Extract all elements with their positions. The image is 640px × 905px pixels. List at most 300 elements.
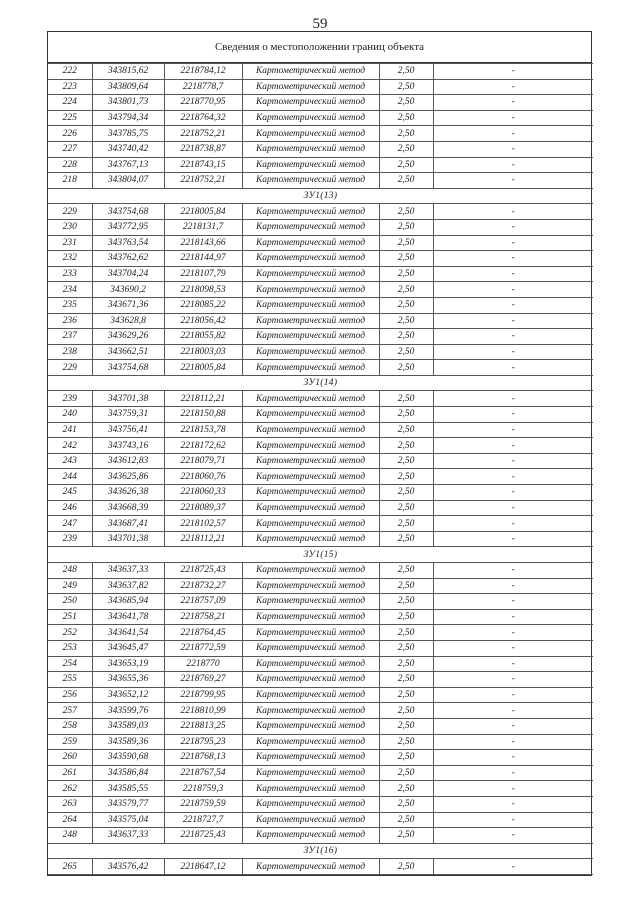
x-coordinate-cell: 343590,68 (92, 750, 164, 766)
accuracy-cell: 2,50 (379, 812, 433, 828)
accuracy-cell: 2,50 (379, 531, 433, 547)
y-coordinate-cell: 2218752,21 (164, 126, 242, 142)
table-row (48, 313, 593, 329)
point-number-cell: 225 (48, 110, 92, 126)
x-coordinate-cell: 343687,41 (92, 516, 164, 532)
accuracy-cell: 2,50 (379, 313, 433, 329)
document-title: Сведения о местоположении границ объекта (48, 32, 591, 63)
point-number-cell: 254 (48, 656, 92, 672)
y-coordinate-cell: 2218772,59 (164, 640, 242, 656)
point-number-cell: 259 (48, 734, 92, 750)
note-cell: - (433, 500, 593, 516)
x-coordinate-cell: 343585,55 (92, 781, 164, 797)
point-number-cell: 229 (48, 204, 92, 220)
table-row (48, 500, 593, 516)
x-coordinate-cell: 343641,78 (92, 609, 164, 625)
y-coordinate-cell: 2218102,57 (164, 516, 242, 532)
y-coordinate-cell: 2218112,21 (164, 531, 242, 547)
x-coordinate-cell: 343653,19 (92, 656, 164, 672)
x-coordinate-cell: 343767,13 (92, 157, 164, 173)
point-number-cell: 235 (48, 297, 92, 313)
accuracy-cell: 2,50 (379, 282, 433, 298)
note-cell: - (433, 141, 593, 157)
note-cell: - (433, 485, 593, 501)
x-coordinate-cell: 343662,51 (92, 344, 164, 360)
y-coordinate-cell: 2218144,97 (164, 251, 242, 267)
accuracy-cell: 2,50 (379, 126, 433, 142)
accuracy-cell: 2,50 (379, 640, 433, 656)
note-cell: - (433, 609, 593, 625)
note-cell: - (433, 204, 593, 220)
section-header-row (48, 843, 593, 859)
point-number-cell: 256 (48, 687, 92, 703)
method-cell: Картометрический метод (242, 859, 379, 875)
method-cell: Картометрический метод (242, 329, 379, 345)
method-cell: Картометрический метод (242, 141, 379, 157)
section-label: ЗУ1(14) (48, 375, 593, 391)
y-coordinate-cell: 2218767,54 (164, 765, 242, 781)
table-row (48, 422, 593, 438)
note-cell: - (433, 110, 593, 126)
y-coordinate-cell: 2218759,3 (164, 781, 242, 797)
method-cell: Картометрический метод (242, 64, 379, 80)
y-coordinate-cell: 2218768,13 (164, 750, 242, 766)
x-coordinate-cell: 343626,38 (92, 485, 164, 501)
y-coordinate-cell: 2218770,95 (164, 95, 242, 111)
x-coordinate-cell: 343576,42 (92, 859, 164, 875)
method-cell: Картометрический метод (242, 157, 379, 173)
table-row (48, 79, 593, 95)
table-row (48, 812, 593, 828)
accuracy-cell: 2,50 (379, 219, 433, 235)
point-number-cell: 247 (48, 516, 92, 532)
section-label: ЗУ1(16) (48, 843, 593, 859)
accuracy-cell: 2,50 (379, 297, 433, 313)
table-row (48, 578, 593, 594)
method-cell: Картометрический метод (242, 79, 379, 95)
point-number-cell: 243 (48, 453, 92, 469)
y-coordinate-cell: 2218784,12 (164, 64, 242, 80)
method-cell: Картометрический метод (242, 500, 379, 516)
table-row (48, 235, 593, 251)
point-number-cell: 265 (48, 859, 92, 875)
point-number-cell: 230 (48, 219, 92, 235)
accuracy-cell: 2,50 (379, 516, 433, 532)
y-coordinate-cell: 2218778,7 (164, 79, 242, 95)
point-number-cell: 263 (48, 796, 92, 812)
method-cell: Картометрический метод (242, 625, 379, 641)
point-number-cell: 236 (48, 313, 92, 329)
section-header-row (48, 547, 593, 563)
x-coordinate-cell: 343575,04 (92, 812, 164, 828)
point-number-cell: 229 (48, 360, 92, 376)
point-number-cell: 226 (48, 126, 92, 142)
y-coordinate-cell: 2218055,82 (164, 329, 242, 345)
x-coordinate-cell: 343641,54 (92, 625, 164, 641)
x-coordinate-cell: 343801,73 (92, 95, 164, 111)
accuracy-cell: 2,50 (379, 251, 433, 267)
method-cell: Картометрический метод (242, 344, 379, 360)
note-cell: - (433, 453, 593, 469)
section-header-row (48, 375, 593, 391)
y-coordinate-cell: 2218752,21 (164, 173, 242, 189)
x-coordinate-cell: 343740,42 (92, 141, 164, 157)
x-coordinate-cell: 343809,64 (92, 79, 164, 95)
point-number-cell: 228 (48, 157, 92, 173)
point-number-cell: 260 (48, 750, 92, 766)
y-coordinate-cell: 2218770 (164, 656, 242, 672)
table-row (48, 828, 593, 844)
point-number-cell: 246 (48, 500, 92, 516)
point-number-cell: 233 (48, 266, 92, 282)
accuracy-cell: 2,50 (379, 687, 433, 703)
note-cell: - (433, 594, 593, 610)
point-number-cell: 257 (48, 703, 92, 719)
x-coordinate-cell: 343629,26 (92, 329, 164, 345)
table-row (48, 531, 593, 547)
accuracy-cell: 2,50 (379, 469, 433, 485)
accuracy-cell: 2,50 (379, 110, 433, 126)
method-cell: Картометрический метод (242, 531, 379, 547)
point-number-cell: 261 (48, 765, 92, 781)
note-cell: - (433, 173, 593, 189)
table-row (48, 640, 593, 656)
method-cell: Картометрический метод (242, 734, 379, 750)
accuracy-cell: 2,50 (379, 609, 433, 625)
table-row (48, 687, 593, 703)
accuracy-cell: 2,50 (379, 204, 433, 220)
note-cell: - (433, 718, 593, 734)
method-cell: Картометрический метод (242, 469, 379, 485)
x-coordinate-cell: 343655,36 (92, 672, 164, 688)
x-coordinate-cell: 343754,68 (92, 360, 164, 376)
point-number-cell: 252 (48, 625, 92, 641)
accuracy-cell: 2,50 (379, 438, 433, 454)
table-row (48, 64, 593, 80)
method-cell: Картометрический метод (242, 204, 379, 220)
table-row (48, 516, 593, 532)
accuracy-cell: 2,50 (379, 703, 433, 719)
x-coordinate-cell: 343804,07 (92, 173, 164, 189)
table-row (48, 656, 593, 672)
table-row (48, 672, 593, 688)
method-cell: Картометрический метод (242, 297, 379, 313)
x-coordinate-cell: 343754,68 (92, 204, 164, 220)
method-cell: Картометрический метод (242, 672, 379, 688)
note-cell: - (433, 407, 593, 423)
x-coordinate-cell: 343756,41 (92, 422, 164, 438)
point-number-cell: 224 (48, 95, 92, 111)
x-coordinate-cell: 343690,2 (92, 282, 164, 298)
method-cell: Картометрический метод (242, 485, 379, 501)
note-cell: - (433, 828, 593, 844)
accuracy-cell: 2,50 (379, 656, 433, 672)
method-cell: Картометрический метод (242, 251, 379, 267)
note-cell: - (433, 95, 593, 111)
coordinates-table-body (48, 64, 593, 875)
accuracy-cell: 2,50 (379, 173, 433, 189)
point-number-cell: 248 (48, 828, 92, 844)
note-cell: - (433, 313, 593, 329)
method-cell: Картометрический метод (242, 812, 379, 828)
table-row (48, 594, 593, 610)
table-row (48, 95, 593, 111)
method-cell: Картометрический метод (242, 718, 379, 734)
point-number-cell: 239 (48, 391, 92, 407)
x-coordinate-cell: 343671,36 (92, 297, 164, 313)
table-row (48, 110, 593, 126)
method-cell: Картометрический метод (242, 453, 379, 469)
x-coordinate-cell: 343599,76 (92, 703, 164, 719)
point-number-cell: 249 (48, 578, 92, 594)
accuracy-cell: 2,50 (379, 235, 433, 251)
method-cell: Картометрический метод (242, 360, 379, 376)
y-coordinate-cell: 2218150,88 (164, 407, 242, 423)
y-coordinate-cell: 2218758,21 (164, 609, 242, 625)
table-row (48, 438, 593, 454)
point-number-cell: 218 (48, 173, 92, 189)
method-cell: Картометрический метод (242, 282, 379, 298)
y-coordinate-cell: 2218759,59 (164, 796, 242, 812)
note-cell: - (433, 438, 593, 454)
y-coordinate-cell: 2218005,84 (164, 204, 242, 220)
x-coordinate-cell: 343701,38 (92, 531, 164, 547)
accuracy-cell: 2,50 (379, 672, 433, 688)
method-cell: Картометрический метод (242, 594, 379, 610)
method-cell: Картометрический метод (242, 516, 379, 532)
y-coordinate-cell: 2218764,32 (164, 110, 242, 126)
point-number-cell: 241 (48, 422, 92, 438)
x-coordinate-cell: 343637,33 (92, 563, 164, 579)
note-cell: - (433, 531, 593, 547)
point-number-cell: 223 (48, 79, 92, 95)
table-row (48, 485, 593, 501)
note-cell: - (433, 235, 593, 251)
y-coordinate-cell: 2218725,43 (164, 563, 242, 579)
x-coordinate-cell: 343759,31 (92, 407, 164, 423)
x-coordinate-cell: 343645,47 (92, 640, 164, 656)
y-coordinate-cell: 2218085,22 (164, 297, 242, 313)
point-number-cell: 237 (48, 329, 92, 345)
x-coordinate-cell: 343815,62 (92, 64, 164, 80)
point-number-cell: 244 (48, 469, 92, 485)
point-number-cell: 232 (48, 251, 92, 267)
note-cell: - (433, 126, 593, 142)
y-coordinate-cell: 2218795,23 (164, 734, 242, 750)
accuracy-cell: 2,50 (379, 391, 433, 407)
x-coordinate-cell: 343589,36 (92, 734, 164, 750)
note-cell: - (433, 251, 593, 267)
note-cell: - (433, 672, 593, 688)
accuracy-cell: 2,50 (379, 141, 433, 157)
y-coordinate-cell: 2218172,62 (164, 438, 242, 454)
x-coordinate-cell: 343579,77 (92, 796, 164, 812)
method-cell: Картометрический метод (242, 126, 379, 142)
y-coordinate-cell: 2218647,12 (164, 859, 242, 875)
note-cell: - (433, 625, 593, 641)
table-row (48, 219, 593, 235)
note-cell: - (433, 422, 593, 438)
table-row (48, 407, 593, 423)
note-cell: - (433, 812, 593, 828)
note-cell: - (433, 157, 593, 173)
y-coordinate-cell: 2218079,71 (164, 453, 242, 469)
x-coordinate-cell: 343625,86 (92, 469, 164, 485)
accuracy-cell: 2,50 (379, 625, 433, 641)
point-number-cell: 240 (48, 407, 92, 423)
table-row (48, 126, 593, 142)
table-row (48, 173, 593, 189)
accuracy-cell: 2,50 (379, 407, 433, 423)
y-coordinate-cell: 2218810,99 (164, 703, 242, 719)
point-number-cell: 242 (48, 438, 92, 454)
accuracy-cell: 2,50 (379, 859, 433, 875)
accuracy-cell: 2,50 (379, 485, 433, 501)
note-cell: - (433, 765, 593, 781)
y-coordinate-cell: 2218005,84 (164, 360, 242, 376)
y-coordinate-cell: 2218153,78 (164, 422, 242, 438)
note-cell: - (433, 859, 593, 875)
y-coordinate-cell: 2218743,15 (164, 157, 242, 173)
method-cell: Картометрический метод (242, 563, 379, 579)
coordinates-table (48, 63, 593, 875)
method-cell: Картометрический метод (242, 110, 379, 126)
accuracy-cell: 2,50 (379, 360, 433, 376)
accuracy-cell: 2,50 (379, 453, 433, 469)
accuracy-cell: 2,50 (379, 796, 433, 812)
table-row (48, 718, 593, 734)
table-row (48, 609, 593, 625)
note-cell: - (433, 781, 593, 797)
y-coordinate-cell: 2218060,76 (164, 469, 242, 485)
point-number-cell: 250 (48, 594, 92, 610)
point-number-cell: 255 (48, 672, 92, 688)
table-row (48, 391, 593, 407)
x-coordinate-cell: 343701,38 (92, 391, 164, 407)
point-number-cell: 227 (48, 141, 92, 157)
point-number-cell: 264 (48, 812, 92, 828)
point-number-cell: 262 (48, 781, 92, 797)
accuracy-cell: 2,50 (379, 781, 433, 797)
method-cell: Картометрический метод (242, 235, 379, 251)
note-cell: - (433, 640, 593, 656)
y-coordinate-cell: 2218764,45 (164, 625, 242, 641)
table-row (48, 563, 593, 579)
x-coordinate-cell: 343637,33 (92, 828, 164, 844)
y-coordinate-cell: 2218143,66 (164, 235, 242, 251)
method-cell: Картометрический метод (242, 173, 379, 189)
note-cell: - (433, 329, 593, 345)
x-coordinate-cell: 343794,34 (92, 110, 164, 126)
accuracy-cell: 2,50 (379, 266, 433, 282)
x-coordinate-cell: 343586,84 (92, 765, 164, 781)
y-coordinate-cell: 2218813,25 (164, 718, 242, 734)
method-cell: Картометрический метод (242, 391, 379, 407)
x-coordinate-cell: 343589,03 (92, 718, 164, 734)
method-cell: Картометрический метод (242, 422, 379, 438)
method-cell: Картометрический метод (242, 219, 379, 235)
table-row (48, 703, 593, 719)
note-cell: - (433, 750, 593, 766)
method-cell: Картометрический метод (242, 609, 379, 625)
accuracy-cell: 2,50 (379, 734, 433, 750)
x-coordinate-cell: 343763,54 (92, 235, 164, 251)
note-cell: - (433, 282, 593, 298)
table-row (48, 750, 593, 766)
table-row (48, 796, 593, 812)
accuracy-cell: 2,50 (379, 500, 433, 516)
x-coordinate-cell: 343637,82 (92, 578, 164, 594)
method-cell: Картометрический метод (242, 796, 379, 812)
x-coordinate-cell: 343628,8 (92, 313, 164, 329)
x-coordinate-cell: 343772,95 (92, 219, 164, 235)
method-cell: Картометрический метод (242, 640, 379, 656)
point-number-cell: 239 (48, 531, 92, 547)
accuracy-cell: 2,50 (379, 95, 433, 111)
x-coordinate-cell: 343612,83 (92, 453, 164, 469)
section-label: ЗУ1(13) (48, 188, 593, 204)
note-cell: - (433, 64, 593, 80)
accuracy-cell: 2,50 (379, 594, 433, 610)
table-row (48, 204, 593, 220)
method-cell: Картометрический метод (242, 95, 379, 111)
y-coordinate-cell: 2218089,37 (164, 500, 242, 516)
method-cell: Картометрический метод (242, 781, 379, 797)
y-coordinate-cell: 2218732,27 (164, 578, 242, 594)
table-row (48, 781, 593, 797)
method-cell: Картометрический метод (242, 828, 379, 844)
method-cell: Картометрический метод (242, 765, 379, 781)
note-cell: - (433, 703, 593, 719)
accuracy-cell: 2,50 (379, 329, 433, 345)
note-cell: - (433, 656, 593, 672)
note-cell: - (433, 516, 593, 532)
y-coordinate-cell: 2218769,27 (164, 672, 242, 688)
table-row (48, 453, 593, 469)
section-header-row (48, 188, 593, 204)
y-coordinate-cell: 2218738,87 (164, 141, 242, 157)
point-number-cell: 234 (48, 282, 92, 298)
y-coordinate-cell: 2218003,03 (164, 344, 242, 360)
note-cell: - (433, 79, 593, 95)
note-cell: - (433, 734, 593, 750)
point-number-cell: 253 (48, 640, 92, 656)
boundary-document (47, 31, 592, 876)
note-cell: - (433, 219, 593, 235)
y-coordinate-cell: 2218060,33 (164, 485, 242, 501)
x-coordinate-cell: 343685,94 (92, 594, 164, 610)
table-row (48, 141, 593, 157)
table-row (48, 625, 593, 641)
x-coordinate-cell: 343785,75 (92, 126, 164, 142)
point-number-cell: 245 (48, 485, 92, 501)
note-cell: - (433, 687, 593, 703)
point-number-cell: 248 (48, 563, 92, 579)
method-cell: Картометрический метод (242, 266, 379, 282)
note-cell: - (433, 297, 593, 313)
method-cell: Картометрический метод (242, 656, 379, 672)
table-row (48, 251, 593, 267)
point-number-cell: 258 (48, 718, 92, 734)
y-coordinate-cell: 2218131,7 (164, 219, 242, 235)
method-cell: Картометрический метод (242, 578, 379, 594)
table-row (48, 765, 593, 781)
method-cell: Картометрический метод (242, 313, 379, 329)
table-row (48, 297, 593, 313)
table-row (48, 282, 593, 298)
accuracy-cell: 2,50 (379, 765, 433, 781)
note-cell: - (433, 563, 593, 579)
